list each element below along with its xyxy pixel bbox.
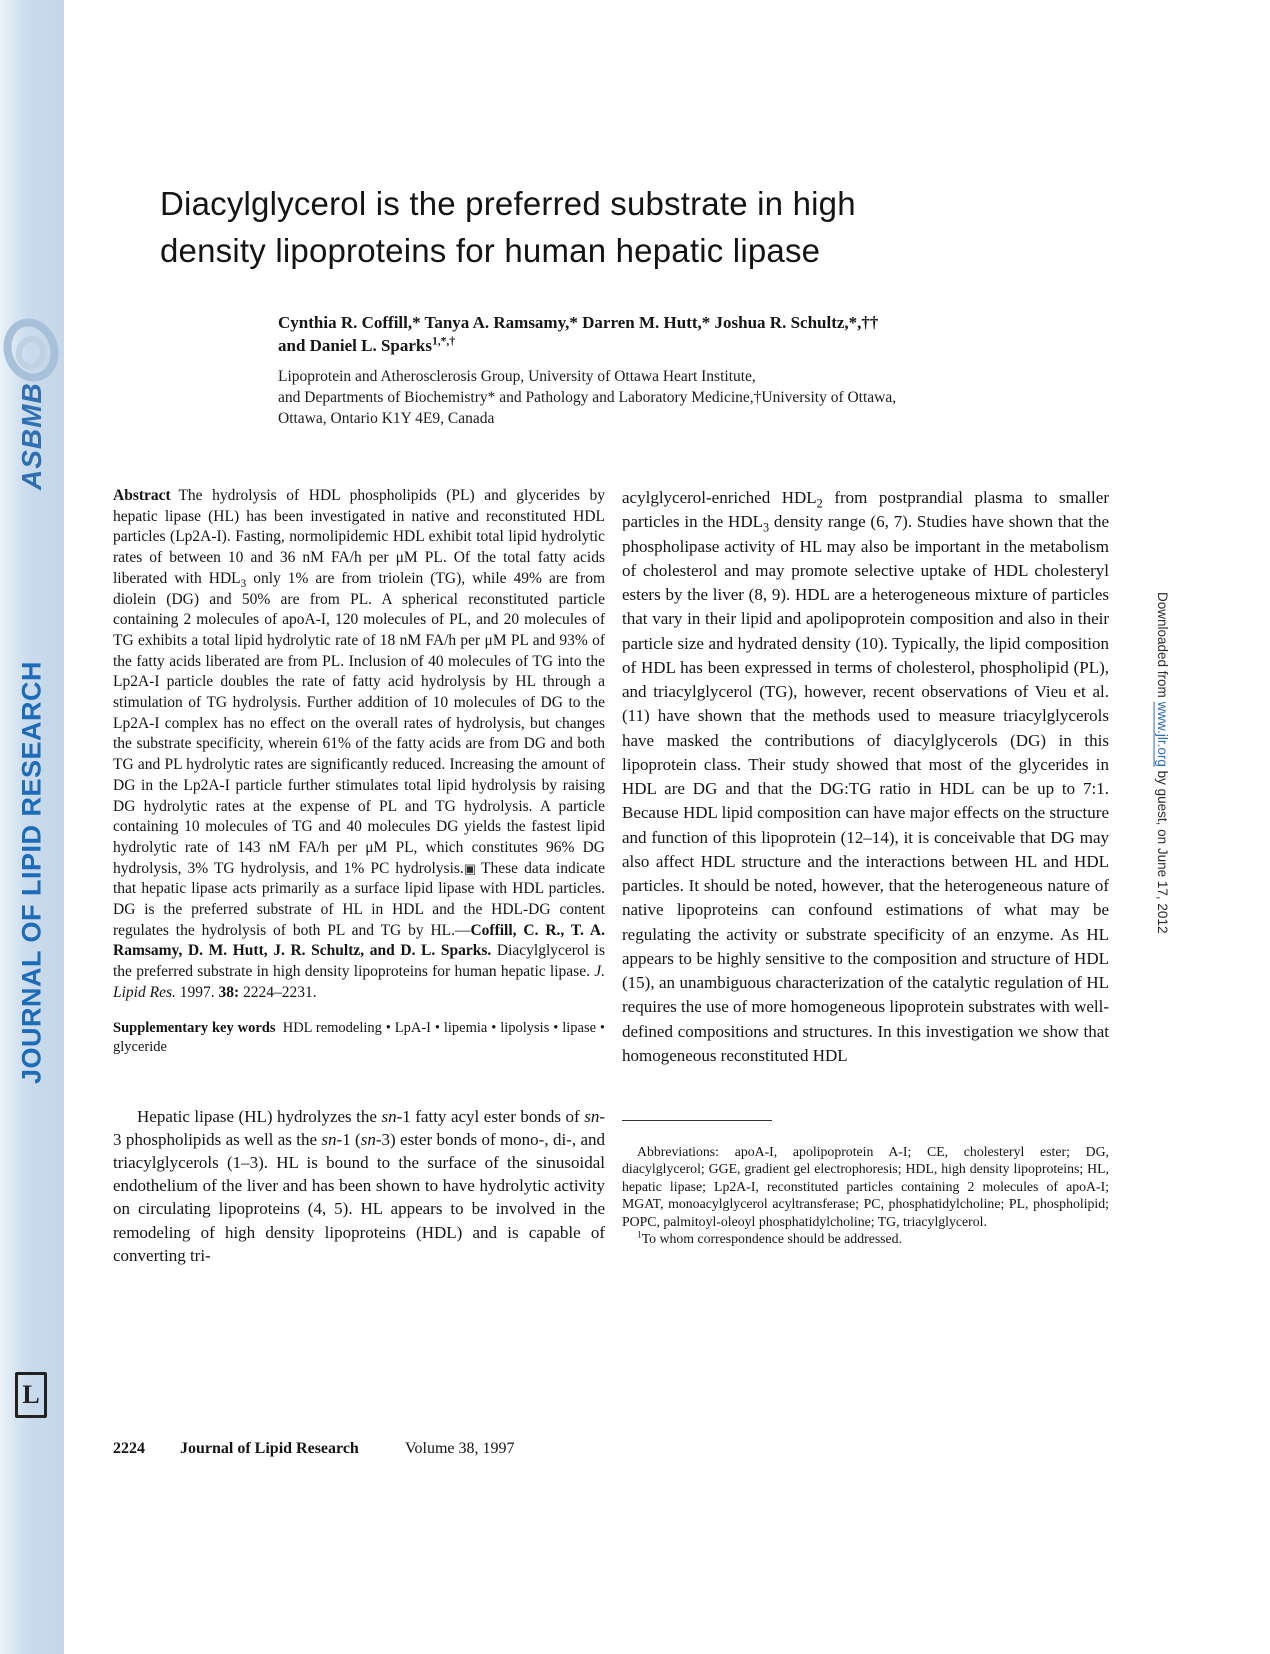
correspondence-sup: 1 [637, 1230, 642, 1241]
journal-sidebar [0, 0, 64, 1654]
journal-name-vertical: JOURNAL OF LIPID RESEARCH [16, 660, 47, 1085]
watermark-suffix: by guest, on June 17, 2012 [1155, 766, 1170, 934]
authors-line-2 [278, 334, 1058, 357]
footnote-divider [622, 1120, 772, 1121]
authors-line-2-text: and Daniel L. Sparks [278, 336, 432, 355]
left-column [113, 486, 605, 1267]
asbmb-logo: ASBMB [16, 382, 47, 490]
authors-line-1: Cynthia R. Coffill,* Tanya A. Ramsamy,* Darren M. Hutt,* Joshua R. Schultz,*,†† [278, 313, 879, 332]
affiliation-line-2: and Departments of Biochemistry* and Pathology and Laboratory Medicine,†University of Ottawa, [278, 389, 897, 406]
correspondence-text: To whom correspondence should be addressed. [641, 1231, 903, 1247]
affiliation-block [278, 366, 1058, 429]
body-paragraph: acylglycerol-enriched $HDL_2$ from postprandial plasma to smaller particles in the $HDL_3$ density range (6, 7). Studies have shown that the phospholipase activity of HL may also be important in the metabolism of cholesterol and may promote selective uptake of HDL cholesteryl esters by the liver (8, 9). HDL are a heterogeneous mixture of particles that vary in their lipid and apolipoprotein composition and also in their particle size and hydrated density (10). Typically, the lipid composition of HDL has been expressed in terms of cholesterol, phospholipid (PL), and triacylglycerol (TG), however, recent observations of Vieu et al. (11) have shown that the methods used to measure triacylglycerols have masked the contributions of diacylglycerols (DG) in this lipoprotein class. Their study showed that most of the glycerides in HDL are DG and that the DG:TG ratio in HDL can be up to 7:1. Because HDL lipid composition can have major effects on the structure and function of this lipoprotein (12–14), it is conceivable that DG may also affect HDL structure and the interactions between HL and HDL particles. It should be noted, however, that the heterogeneous nature of native lipoproteins can confound estimations of what may be regulating the activity or substrate specificity of an enzyme. As HL appears to be highly sensitive to the composition and structure of HDL (15), an unambiguous characterization of the catalytic regulation of HL requires the use of more homogeneous lipoprotein substrates with well-defined compositions and structures. In this investigation we show that homogeneous reconstituted HDL [622, 488, 1109, 1065]
footer-journal-name: Journal of Lipid Research [180, 1440, 359, 1457]
page-title [160, 180, 1060, 274]
abstract-paragraph: Abstract The hydrolysis of HDL phospholipids (PL) and glycerides by hepatic lipase (HL) has been investigated in native and reconstituted HDL particles (Lp2A-I). Fasting, normolipidemic HDL exhibit total lipid hydrolytic rates of between 10 and 36 nM FA/h per μM PL. Of the total fatty acids liberated with $HDL_3$ only 1% are from triolein (TG), while 49% are from diolein (DG) and 50% are from PL. A spherical reconstituted particle containing 2 molecules of apoA-I, 120 molecules of PL, and 20 molecules of TG exhibits a total lipid hydrolytic rate of 18 nM FA/h per μM PL and 93% of the fatty acids liberated are from PL. Inclusion of 40 molecules of TG into the Lp2A-I particle doubles the rate of fatty acid hydrolysis by HL through a stimulation of TG hydrolysis. Further addition of 10 molecules of DG to the Lp2A-I complex has no effect on the overall rates of hydrolysis, but changes the substrate specificity, wherein 61% of the fatty acids are from DG and both TG and PL hydrolytic rates are significantly reduced. Increasing the amount of DG in the Lp2A-I particle further stimulates total lipid hydrolysis by raising DG hydrolytic rates at the expense of PL and TG hydrolysis. A particle containing 10 molecules of TG and 40 molecules DG yields the fastest lipid hydrolytic rate of 143 nM FA/h per μM PL, which constitutes 96% DG hydrolysis, 3% TG hydrolysis, and 1% PC hydrolysis.▣ These data indicate that hepatic lipase acts primarily as a surface lipid lipase with HDL particles. DG is the preferred substrate of HL in HDL and the HDL-DG content regulates the hydrolysis of both PL and TG by HL.—Coffill, C. R., T. A. Ramsamy, D. M. Hutt, J. R. Schultz, and D. L. Sparks. Diacylglycerol is the preferred substrate in high density lipoproteins for human hepatic lipase. J. Lipid Res. 1997. 38: 2224–2231. [113, 487, 605, 1001]
download-watermark [1148, 592, 1170, 1012]
authors-affil-marks: 1,*,† [432, 334, 456, 348]
supplementary-keywords: Supplementary key words HDL remodeling • LpA-I • lipemia • lipolysis • lipase • glyceride [113, 1019, 605, 1055]
jlr-url-link[interactable]: www.jlr.org [1155, 701, 1170, 767]
introduction-paragraph: Hepatic lipase (HL) hydrolyzes the sn-1 fatty acyl ester bonds of sn-3 phospholipids as well as the sn-1 (sn-3) ester bonds of mono-, di-, and triacylglycerols (1–3). HL is bound to the surface of the sinusoidal endothelium of the liver and has been shown to have hydrolytic activity on circulating lipoproteins (4, 5). HL appears to be involved in the remodeling of high density lipoproteins (HDL) and is capable of converting tri- [113, 1106, 606, 1265]
right-column [622, 486, 1109, 1247]
footer-volume: Volume 38, 1997 [405, 1440, 515, 1457]
authors-block [278, 311, 1058, 357]
page-footer [113, 1440, 1013, 1464]
jlr-logo-icon: L [15, 1372, 47, 1418]
title-line-2: density lipoproteins for human hepatic lipase [160, 232, 821, 269]
correspondence-footnote [622, 1230, 1109, 1247]
page-number: 2224 [113, 1440, 145, 1457]
title-line-1: Diacylglycerol is the preferred substrate in high [160, 185, 856, 222]
footnotes-block [622, 1143, 1109, 1247]
affiliation-line-3: Ottawa, Ontario K1Y 4E9, Canada [278, 410, 495, 427]
affiliation-line-1: Lipoprotein and Atherosclerosis Group, University of Ottawa Heart Institute, [278, 368, 756, 385]
abbreviations-footnote: Abbreviations: apoA-I, apolipoprotein A-I; CE, cholesteryl ester; DG, diacylglycerol; GGE, gradient gel electrophoresis; HDL, high density lipoproteins; HL, hepatic lipase; Lp2A-I, reconstituted particles containing 2 molecules of apoA-I; MGAT, monoacylglycerol acyltransferase; PC, phosphatidylcholine; PL, phospholipid; POPC, palmitoyl-oleoyl phosphatidylcholine; TG, triacylglycerol. [622, 1144, 1109, 1229]
watermark-prefix: Downloaded from [1155, 592, 1170, 702]
